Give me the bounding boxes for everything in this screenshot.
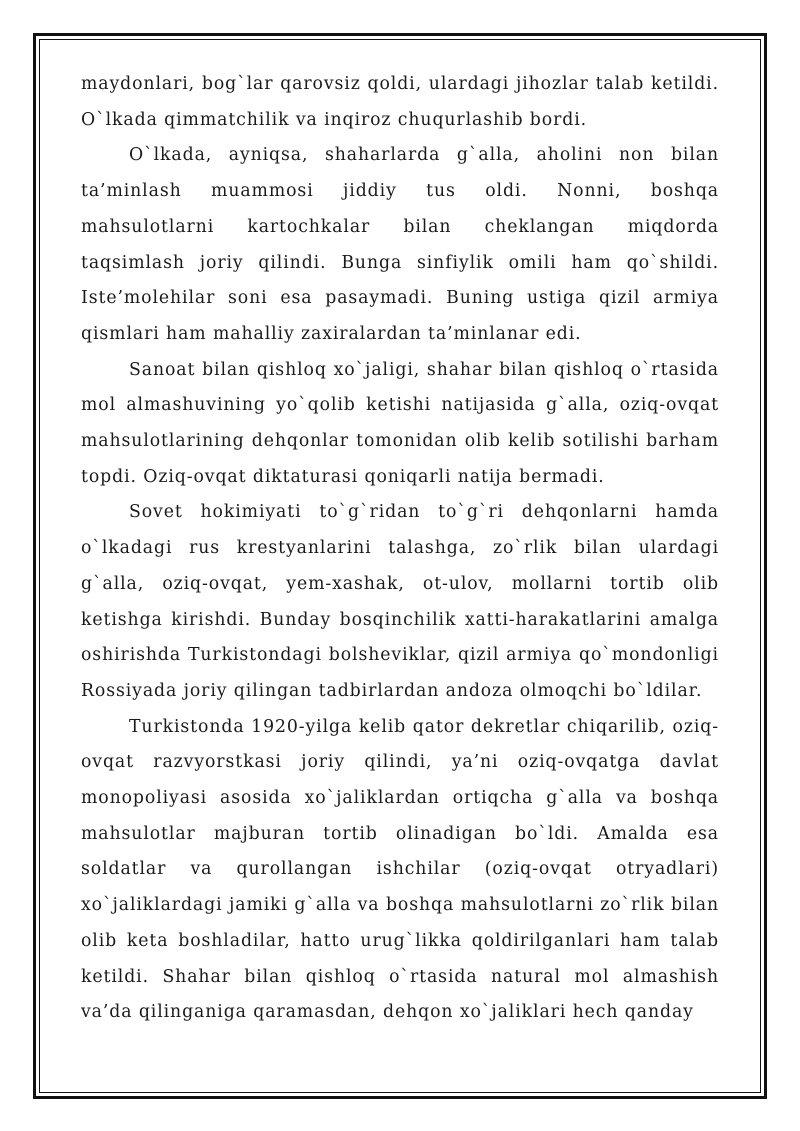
paragraph-3: Sanoat bilan qishloq xo`jaligi, shahar bilan qishloq o`rtasida mol almashuvining yo`qolib ketishi natijasida g`alla, oziq-ovqat mahsulotlarining dehqonlar tomonidan olib kelib sotilishi barham topdi. Oziq-ovqat diktaturasi qoniqarli natija bermadi. (81, 359, 719, 487)
paragraph-2: O`lkada, ayniqsa, shaharlarda g`alla, aholini non bilan ta’minlash muammosi jiddiy tus oldi. Nonni, boshqa mahsulotlarni kartochkalar bilan cheklangan miqdorda taqsimlash joriy qilindi. Bunga sinfiylik omili ham qo`shildi. Iste’molehilar soni esa pasaymadi. Buning ustiga qizil armiya qismlari ham mahalliy zaxiralardan ta’minlanar edi. (81, 145, 719, 344)
paragraph-4: Sovet hokimiyati to`g`ridan to`g`ri dehqonlarni hamda o`lkadagi rus krestyanlarini talashga, zo`rlik bilan ulardagi g`alla, oziq-ovqat, yem-xashak, ot-ulov, mollarni tortib olib ketishga kirishdi. Bunday bosqinchilik xatti-harakatlarini amalga oshirishda Turkistondagi bolsheviklar, qizil armiya qo`mondonligi Rossiyada joriy qilingan tadbirlardan andoza olmoqchi bo`ldilar. (81, 502, 719, 701)
paragraph-5: Turkistonda 1920-yilga kelib qator dekretlar chiqarilib, oziq-ovqat razvyorstkasi joriy qilindi, ya’ni oziq-ovqatga davlat monopoliyasi asosida xo`jaliklardan ortiqcha g`alla va boshqa mahsulotlar majburan tortib olinadigan bo`ldi. Amalda esa soldatlar va qurollangan ishchilar (oziq-ovqat otryadlari) xo`jaliklardagi jamiki g`alla va boshqa mahsulotlarni zo`rlik bilan olib keta boshladilar, hatto urug`likka qoldirilganlari ham talab ketildi. Shahar bilan qishloq o`rtasida natural mol almashish va’da qilinganiga qaramasdan, dehqon xo`jaliklari hech qanday (81, 716, 719, 1023)
document-body (81, 67, 719, 1031)
paragraph-1: maydonlari, bog`lar qarovsiz qoldi, ulardagi jihozlar talab ketildi. O`lkada qimmatchilik va inqiroz chuqurlashib bordi. (81, 74, 719, 130)
